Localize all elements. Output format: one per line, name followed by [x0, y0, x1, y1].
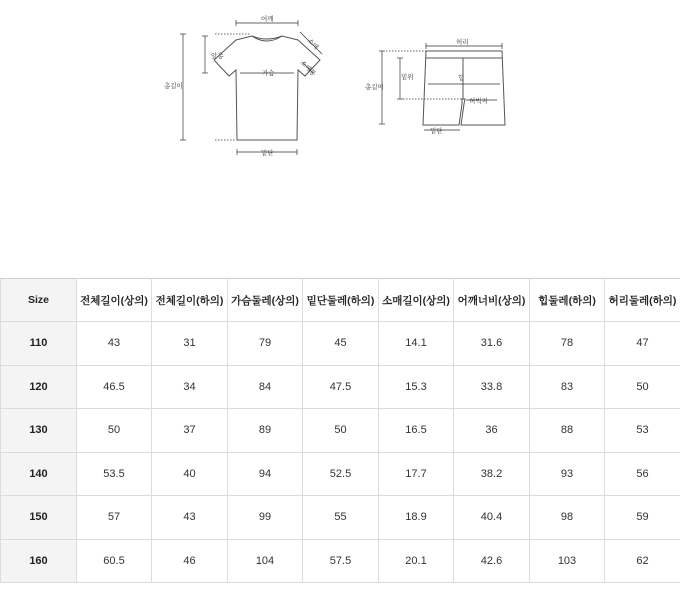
table-cell: 14.1	[379, 322, 454, 366]
table-cell: 89	[228, 409, 303, 453]
header-sleeve-length: 소매길이(상의)	[379, 279, 454, 322]
table-cell: 99	[228, 496, 303, 540]
table-cell: 46	[152, 539, 228, 583]
table-cell: 38.2	[454, 452, 530, 496]
table-cell: 40.4	[454, 496, 530, 540]
table-row	[1, 452, 680, 496]
table-cell: 62	[605, 539, 680, 583]
table-cell: 53.5	[77, 452, 152, 496]
table-cell: 43	[77, 322, 152, 366]
shorts-illustration	[423, 51, 505, 125]
shorts-measure-lines	[379, 43, 502, 130]
tshirt-illustration	[214, 36, 320, 140]
table-cell: 83	[530, 365, 605, 409]
table-row	[1, 365, 680, 409]
table-cell: 15.3	[379, 365, 454, 409]
table-cell: 79	[228, 322, 303, 366]
label-shoulder: 어깨	[261, 15, 274, 23]
table-cell: 18.9	[379, 496, 454, 540]
table-cell: 45	[303, 322, 379, 366]
label-hip: 힙	[458, 74, 465, 82]
table-row	[1, 322, 680, 366]
table-cell: 50	[605, 365, 680, 409]
table-cell: 55	[303, 496, 379, 540]
label-neck: 앞총	[211, 52, 224, 60]
size-cell: 150	[1, 496, 77, 540]
header-total-length-top: 전체길이(상의)	[77, 279, 152, 322]
table-row	[1, 496, 680, 540]
table-cell: 57.5	[303, 539, 379, 583]
size-cell: 160	[1, 539, 77, 583]
header-total-length-bottom: 전체길이(하의)	[152, 279, 228, 322]
table-cell: 37	[152, 409, 228, 453]
header-chest: 가슴둘레(상의)	[228, 279, 303, 322]
table-cell: 16.5	[379, 409, 454, 453]
table-cell: 57	[77, 496, 152, 540]
label-rise: 밑위	[401, 73, 414, 81]
table-cell: 36	[454, 409, 530, 453]
table-cell: 53	[605, 409, 680, 453]
table-cell: 17.7	[379, 452, 454, 496]
table-cell: 50	[77, 409, 152, 453]
table-cell: 20.1	[379, 539, 454, 583]
size-chart-table	[0, 278, 680, 583]
table-cell: 34	[152, 365, 228, 409]
label-thigh: 허벅지	[469, 97, 488, 105]
table-cell: 93	[530, 452, 605, 496]
label-waist: 허리	[456, 38, 469, 46]
label-chest: 가슴	[262, 69, 275, 77]
header-size: Size	[1, 279, 77, 322]
table-cell: 31	[152, 322, 228, 366]
size-cell: 120	[1, 365, 77, 409]
table-cell: 98	[530, 496, 605, 540]
table-cell: 84	[228, 365, 303, 409]
table-cell: 42.6	[454, 539, 530, 583]
label-total-length-top: 총길이	[164, 82, 183, 90]
table-cell: 60.5	[77, 539, 152, 583]
table-cell: 59	[605, 496, 680, 540]
table-cell: 31.6	[454, 322, 530, 366]
size-cell: 110	[1, 322, 77, 366]
size-cell: 140	[1, 452, 77, 496]
header-shoulder: 어깨너비(상의)	[454, 279, 530, 322]
table-cell: 103	[530, 539, 605, 583]
table-cell: 94	[228, 452, 303, 496]
table-cell: 43	[152, 496, 228, 540]
table-cell: 47.5	[303, 365, 379, 409]
table-cell: 40	[152, 452, 228, 496]
header-hem: 밑단둘레(하의)	[303, 279, 379, 322]
tshirt-measure-lines	[180, 20, 322, 155]
label-sleeve-width: 소매통	[298, 58, 318, 78]
table-cell: 47	[605, 322, 680, 366]
table-cell: 56	[605, 452, 680, 496]
table-cell: 50	[303, 409, 379, 453]
label-total-length-bottom: 총길이	[365, 83, 384, 91]
table-header-row	[1, 279, 680, 322]
table-cell: 78	[530, 322, 605, 366]
table-cell: 46.5	[77, 365, 152, 409]
size-diagram	[0, 0, 680, 200]
label-sleeve: 소매	[305, 36, 321, 52]
table-cell: 52.5	[303, 452, 379, 496]
header-waist: 허리둘레(하의)	[605, 279, 680, 322]
table-row	[1, 409, 680, 453]
table-cell: 33.8	[454, 365, 530, 409]
label-hem-bottom: 밑단	[430, 127, 443, 135]
label-hem-top: 밑단	[261, 149, 274, 157]
table-cell: 88	[530, 409, 605, 453]
table-row	[1, 539, 680, 583]
size-cell: 130	[1, 409, 77, 453]
table-cell: 104	[228, 539, 303, 583]
header-hip: 힙둘레(하의)	[530, 279, 605, 322]
